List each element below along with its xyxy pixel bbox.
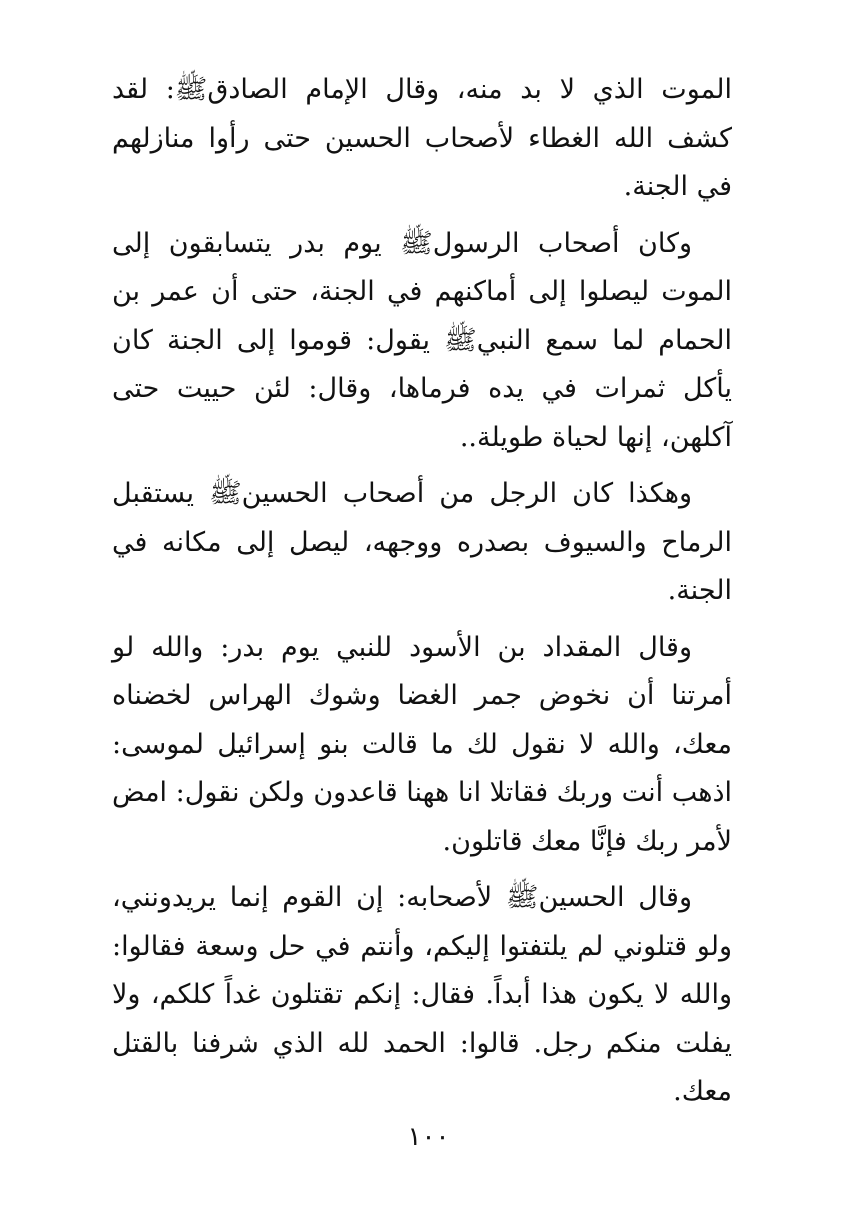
paragraph-3: وهكذا كان الرجل من أصحاب الحسينﷺ يستقبل الرماح والسيوف بصدره ووجهه، ليصل إلى مكانه في الجنة. xyxy=(112,478,732,606)
paragraph-4: وقال المقداد بن الأسود للنبي يوم بدر: والله لو أمرتنا أن نخوض جمر الغضا وشوك الهراس لخضناه معك، والله لا نقول لك ما قالت بنو إسرائيل لموسى: اذهب أنت وربك فقاتلا انا ههنا قاعدون ولكن نقول: امض لأمر ربك فإنَّا معك قاتلون. xyxy=(112,631,732,857)
paragraph-1: الموت الذي لا بد منه، وقال الإمام الصادقﷺ: لقد كشف الله الغطاء لأصحاب الحسين حتى رأوا منازلهم في الجنة. xyxy=(112,74,732,202)
paragraph-5: وقال الحسينﷺ لأصحابه: إن القوم إنما يريدونني، ولو قتلوني لم يلتفتوا إليكم، وأنتم في حل وسعة فقالوا: والله لا يكون هذا أبداً. فقال: إنكم تقتلون غداً كلكم، ولا يفلت منكم رجل. قالوا: الحمد لله الذي شرفنا بالقتل معك. xyxy=(112,882,732,1107)
body-text xyxy=(112,66,732,1125)
page-number: ١٠٠ xyxy=(407,1122,450,1152)
paragraph-2: وكان أصحاب الرسولﷺ يوم بدر يتسابقون إلى الموت ليصلوا إلى أماكنهم في الجنة، حتى أن عمر بن الحمام لما سمع النبيﷺ يقول: قوموا إلى الجنة كان يأكل ثمرات في يده فرماها، وقال: لئن حييت حتى آكلهن، إنها لحياة طويلة.. xyxy=(112,227,732,453)
